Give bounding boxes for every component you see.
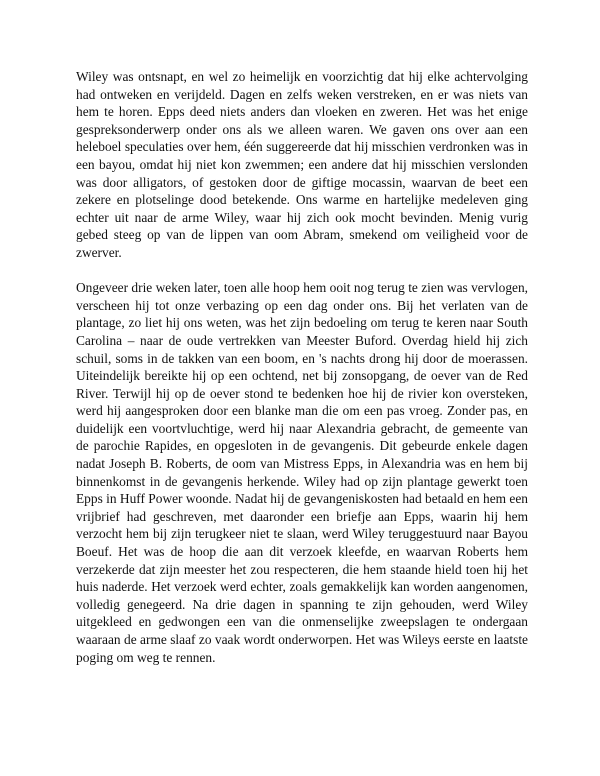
document-page: [76, 68, 528, 684]
paragraph-2: Ongeveer drie weken later, toen alle hoop hem ooit nog terug te zien was vervlogen, verscheen hij tot onze verbazing op een dag onder ons. Bij het verlaten van de plantage, zo liet hij ons weten, was het zijn bedoeling om terug te keren naar South Carolina – naar de oude vertrekken van Meester Buford. Overdag hield hij zich schuil, soms in de takken van een boom, en 's nachts drong hij door de moerassen. Uiteindelijk bereikte hij op een ochtend, net bij zonsopgang, de oever van de Red River. Terwijl hij op de oever stond te bedenken hoe hij de rivier kon oversteken, werd hij aangesproken door een blanke man die om een pas vroeg. Zonder pas, en duidelijk een voortvluchtige, werd hij naar Alexandria gebracht, de gemeente van de parochie Rapides, en opgesloten in de gevangenis. Dit gebeurde enkele dagen nadat Joseph B. Roberts, de oom van Mistress Epps, in Alexandria was en hem bij binnenkomst in de gevangenis herkende. Wiley had op zijn plantage gewerkt toen Epps in Huff Power woonde. Nadat hij de gevangeniskosten had betaald en hem een vrijbrief had geschreven, met daaronder een briefje aan Epps, waarin hij hem verzocht hem bij zijn terugkeer niet te slaan, werd Wiley teruggestuurd naar Bayou Boeuf. Het was de hoop die aan dit verzoek kleefde, en waarvan Roberts hem verzekerde dat zijn meester het zou respecteren, die hem staande hield toen hij het huis naderde. Het verzoek werd echter, zoals gemakkelijk kan worden aangenomen, volledig genegeerd. Na drie dagen in spanning te zijn gehouden, werd Wiley uitgekleed en gedwongen een van die onmenselijke zweepslagen te ondergaan waaraan de arme slaaf zo vaak wordt onderworpen. Het was Wileys eerste en laatste poging om weg te rennen.: [76, 280, 528, 665]
paragraph-1: Wiley was ontsnapt, en wel zo heimelijk en voorzichtig dat hij elke achtervolging had ontweken en verijdeld. Dagen en zelfs weken verstreken, en er was niets van hem te horen. Epps deed niets anders dan vloeken en zweren. Het was het enige gespreksonderwerp onder ons als we alleen waren. We gaven ons over aan een heleboel speculaties over hem, één suggereerde dat hij misschien verdronken was in een bayou, omdat hij niet kon zwemmen; een andere dat hij misschien verslonden was door alligators, of gestoken door de giftige mocassin, waarvan de beet een zekere en plotselinge dood betekende. Ons warme en hartelijke medeleven ging echter uit naar de arme Wiley, waar hij zich ook mocht bevinden. Menig vurig gebed steeg op van de lippen van oom Abram, smekend om veiligheid voor de zwerver.: [76, 69, 528, 260]
